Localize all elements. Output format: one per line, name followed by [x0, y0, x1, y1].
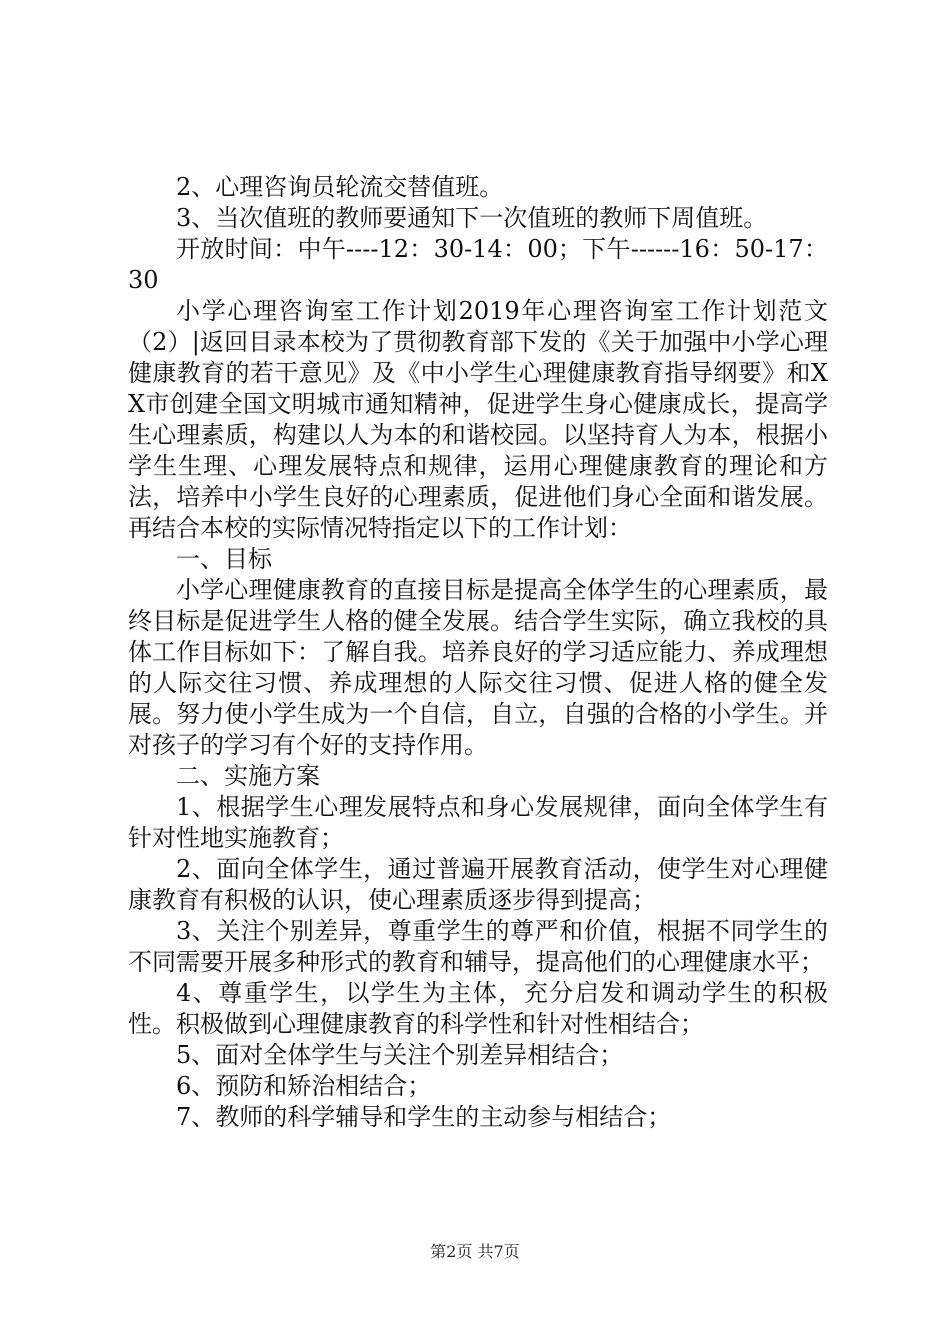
list-item-3: 3、关注个别差异，尊重学生的尊严和价值，根据不同学生的不同需要开展多种形式的教育和辅导，提高他们的心理健康水平；	[128, 917, 828, 976]
page-number-footer: 第2页 共7页	[430, 1242, 520, 1261]
list-item-2: 2、面向全体学生，通过普遍开展教育活动，使学生对心理健康教育有积极的认识，使心理素质逐步得到提高；	[128, 855, 828, 914]
heading-goals: 一、目标	[176, 545, 272, 573]
list-item-5: 5、面对全体学生与关注个别差异相结合；	[176, 1041, 624, 1069]
list-item-1: 1、根据学生心理发展特点和身心发展规律，面向全体学生有针对性地实施教育；	[128, 793, 828, 852]
list-item-4: 4、尊重学生，以学生为主体，充分启发和调动学生的积极性。积极做到心理健康教育的科学性和针对性相结合；	[128, 979, 828, 1038]
paragraph-duty-notice: 3、当次值班的教师要通知下一次值班的教师下周值班。	[176, 204, 768, 232]
paragraph-goals: 小学心理健康教育的直接目标是提高全体学生的心理素质，最终目标是促进学生人格的健全发展。结合学生实际，确立我校的具体工作目标如下：了解自我。培养良好的学习适应能力、养成理想的人际交往习惯、养成理想的人际交往习惯、促进人格的健全发展。努力使小学生成为一个自信，自立，自强的合格的小学生。并对孩子的学习有个好的支持作用。	[128, 576, 828, 759]
heading-implementation: 二、实施方案	[176, 762, 320, 790]
list-item-6: 6、预防和矫治相结合；	[176, 1072, 432, 1100]
paragraph-opening-hours: 开放时间：中午----12：30-14：00；下午------16：50-17：30	[128, 235, 828, 294]
document-body	[128, 172, 828, 1133]
paragraph-duty-rotation: 2、心理咨询员轮流交替值班。	[176, 173, 504, 201]
paragraph-plan-intro: 小学心理咨询室工作计划2019年心理咨询室工作计划范文（2）|返回目录本校为了贯彻教育部下发的《关于加强中小学心理健康教育的若干意见》及《中小学生心理健康教育指导纲要》和XX市创建全国文明城市通知精神，促进学生身心健康成长，提高学生心理素质，构建以人为本的和谐校园。以坚持育人为本，根据小学生生理、心理发展特点和规律，运用心理健康教育的理论和方法，培养中小学生良好的心理素质，促进他们身心全面和谐发展。再结合本校的实际情况特指定以下的工作计划：	[128, 297, 828, 542]
list-item-7: 7、教师的科学辅导和学生的主动参与相结合；	[176, 1103, 672, 1131]
